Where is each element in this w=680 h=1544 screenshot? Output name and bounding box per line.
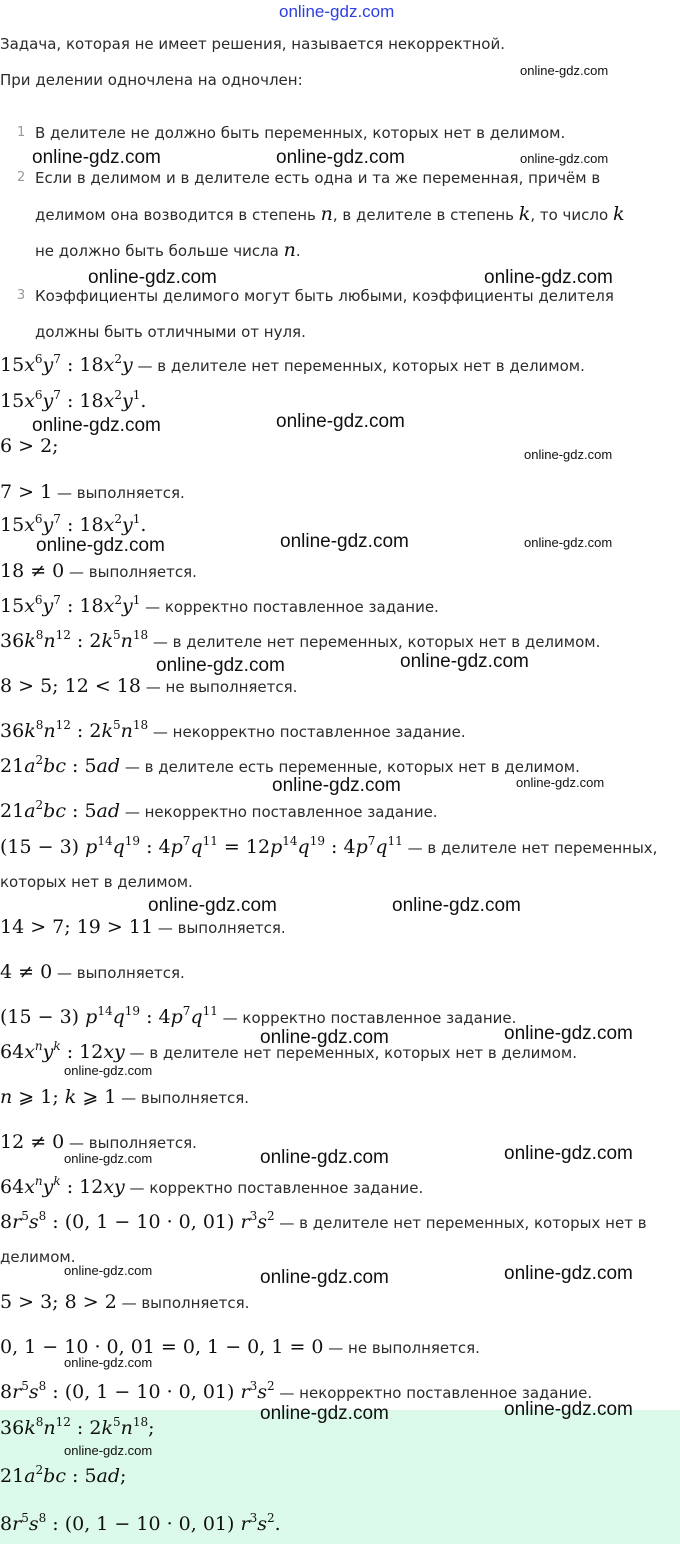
watermark: online-gdz.com: [524, 535, 613, 550]
solution-line-19: 12 ≠ 0 — выполняется.: [0, 1131, 197, 1153]
intro-line-2: При делении одночлена на одночлен:: [0, 71, 303, 89]
solution-line-1: $15x^6y^7$ : $18x^2y$ — в делителе нет переменных, которых нет в делимом.: [0, 352, 585, 376]
watermark: online-gdz.com: [260, 1027, 389, 1048]
watermark: online-gdz.com: [64, 1063, 153, 1078]
rule-number-1: 1: [17, 125, 26, 140]
rule-1-text: В делителе не должно быть переменных, которых нет в делимом.: [35, 124, 566, 142]
watermark: online-gdz.com: [516, 775, 605, 790]
solution-line-22: 5 > 3; 8 > 2 — выполняется.: [0, 1291, 250, 1313]
solution-line-7: $15x^6y^7$ : $18x^2y^1$ — корректно поставленное задание.: [0, 593, 439, 617]
solution-line-23: 0, 1 − 10 · 0, 01 = 0, 1 − 0, 1 = 0 — не выполняется.: [0, 1336, 480, 1358]
watermark: online-gdz.com: [260, 1267, 389, 1288]
header-watermark: online-gdz.com: [279, 2, 395, 21]
watermark: online-gdz.com: [32, 415, 161, 436]
watermark: online-gdz.com: [156, 655, 285, 676]
watermark: online-gdz.com: [88, 267, 217, 288]
watermark: online-gdz.com: [520, 63, 609, 78]
solution-line-9: 8 > 5; 12 < 18 — не выполняется.: [0, 675, 298, 697]
watermark: online-gdz.com: [64, 1263, 153, 1278]
watermark: online-gdz.com: [32, 147, 161, 168]
rule-2-text-c: не должно быть больше числа n.: [35, 239, 301, 261]
watermark: online-gdz.com: [520, 151, 609, 166]
watermark: online-gdz.com: [504, 1399, 633, 1420]
solution-line-12: $21a^2bc$ : 5ad — некорректно поставленное задание.: [0, 798, 438, 822]
solution-line-5: $15x^6y^7$ : $18x^2y^1$.: [0, 512, 147, 536]
watermark: online-gdz.com: [276, 411, 405, 432]
rule-number-2: 2: [17, 170, 26, 185]
solution-line-8: $36k^8n^{12}$ : $2k^5n^{18}$ — в делителе нет переменных, которых нет в делимом.: [0, 628, 601, 652]
solution-line-11: $21a^2bc$ : 5ad — в делителе есть переменные, которых нет в делимом.: [0, 753, 580, 777]
solution-line-2: $15x^6y^7$ : $18x^2y^1$.: [0, 388, 147, 412]
solution-line-14: 14 > 7; 19 > 11 — выполняется.: [0, 916, 286, 938]
watermark: online-gdz.com: [484, 267, 613, 288]
solution-line-6: 18 ≠ 0 — выполняется.: [0, 560, 197, 582]
rule-3-text-b: должны быть отличными от нуля.: [35, 323, 306, 341]
watermark: online-gdz.com: [504, 1023, 633, 1044]
watermark: online-gdz.com: [392, 895, 521, 916]
solution-line-10: $36k^8n^{12}$ : $2k^5n^{18}$ — некорректно поставленное задание.: [0, 718, 466, 742]
answer-line-1: $36k^8n^{12}$ : $2k^5n^{18}$;: [0, 1415, 155, 1439]
rule-3-text-a: Коэффициенты делимого могут быть любыми, коэффициенты делителя: [35, 287, 614, 305]
watermark: online-gdz.com: [64, 1151, 153, 1166]
rule-number-3: 3: [17, 288, 26, 303]
rule-2-text-a: Если в делимом и в делителе есть одна и та же переменная, причём в: [35, 169, 601, 187]
watermark: online-gdz.com: [260, 1403, 389, 1424]
solution-line-17: $64x^ny^k$ : 12xy — в делителе нет переменных, которых нет в делимом.: [0, 1039, 577, 1063]
watermark: online-gdz.com: [504, 1263, 633, 1284]
solution-line-21: $8r^5s^8$ : (0, 1 − 10 · 0, 01) $r^3s^2$ — в делителе нет переменных, которых нет в: [0, 1209, 647, 1233]
solution-line-24: $8r^5s^8$ : (0, 1 − 10 · 0, 01) $r^3s^2$ — некорректно поставленное задание.: [0, 1379, 593, 1403]
watermark: online-gdz.com: [64, 1443, 153, 1458]
solution-line-18: n ⩾ 1; k ⩾ 1 — выполняется.: [0, 1086, 250, 1108]
watermark: online-gdz.com: [280, 531, 409, 552]
solution-line-13b: которых нет в делимом.: [0, 873, 193, 891]
watermark: online-gdz.com: [504, 1143, 633, 1164]
answer-line-3: $8r^5s^8$ : (0, 1 − 10 · 0, 01) $r^3s^2$.: [0, 1511, 281, 1535]
intro-line-1: Задача, которая не имеет решения, называется некорректной.: [0, 35, 505, 53]
watermark: online-gdz.com: [272, 775, 401, 796]
watermark: online-gdz.com: [64, 1355, 153, 1370]
answer-line-2: $21a^2bc$ : 5ad;: [0, 1463, 127, 1487]
solution-line-3: 6 > 2;: [0, 435, 59, 457]
solution-line-15: 4 ≠ 0 — выполняется.: [0, 961, 185, 983]
solution-line-4: 7 > 1 — выполняется.: [0, 481, 185, 503]
watermark: online-gdz.com: [400, 651, 529, 672]
watermark: online-gdz.com: [148, 895, 277, 916]
watermark: online-gdz.com: [276, 147, 405, 168]
watermark: online-gdz.com: [260, 1147, 389, 1168]
rule-2-text-b: делимом она возводится в степень n, в делителе в степень k, то число k: [35, 203, 625, 225]
watermark: online-gdz.com: [36, 535, 165, 556]
solution-line-13: (15 − 3) $p^{14}q^{19}$ : $4p^7q^{11} = 12p^{14}q^{19}$ : $4p^7q^{11}$ — в делителе нет переменных,: [0, 834, 658, 858]
solution-line-20: $64x^ny^k$ : 12xy — корректно поставленное задание.: [0, 1174, 424, 1198]
watermark: online-gdz.com: [524, 447, 613, 462]
solution-line-16: (15 − 3) $p^{14}q^{19}$ : $4p^7q^{11}$ — корректно поставленное задание.: [0, 1004, 517, 1028]
solution-line-21b: делимом.: [0, 1248, 76, 1266]
